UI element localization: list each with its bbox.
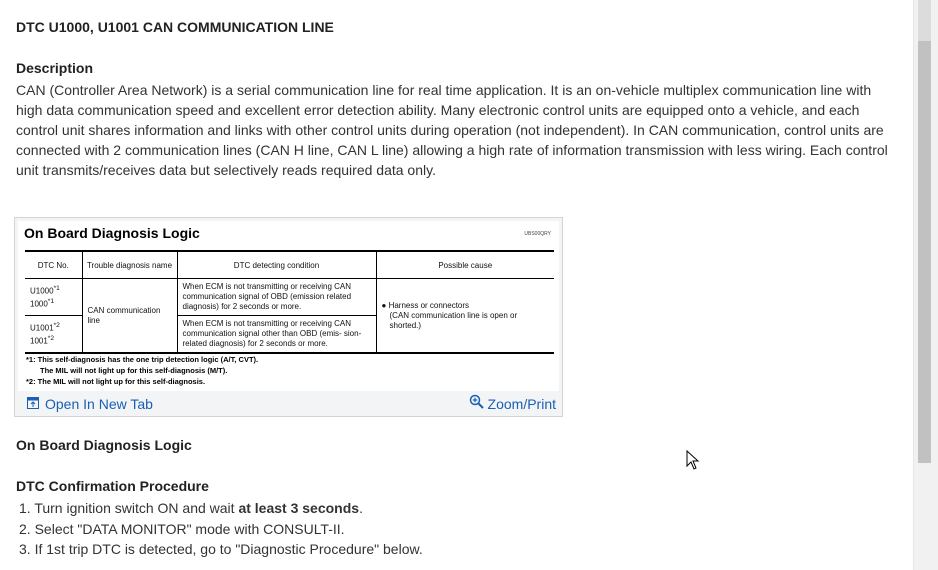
table-header-row	[25, 251, 554, 279]
figure-code: UBS00QRY	[524, 231, 551, 237]
zoom-print-link[interactable]: Zoom/Print	[469, 394, 556, 413]
list-item: 3. If 1st trip DTC is detected, go to "Diagnostic Procedure" below.	[19, 541, 423, 557]
trouble-name-cell: CAN communication line	[82, 279, 177, 354]
header-trouble-name: Trouble diagnosis name	[82, 251, 177, 279]
header-dtc-no: DTC No.	[25, 251, 82, 279]
figure-action-bar	[15, 392, 562, 416]
open-in-new-tab-link[interactable]: Open In New Tab	[27, 396, 153, 412]
procedure-steps	[16, 498, 423, 560]
scrollbar-thumb[interactable]	[918, 41, 931, 463]
page-title: DTC U1000, U1001 CAN COMMUNICATION LINE	[16, 19, 334, 35]
list-item: 2. Select "DATA MONITOR" mode with CONSULT-II.	[19, 520, 345, 537]
table-row	[25, 279, 554, 316]
header-cause: Possible cause	[376, 251, 554, 279]
dtc-cell-2: U1001$^{*2}$ 1001$^{*2}$	[25, 316, 82, 354]
confirmation-heading: DTC Confirmation Procedure	[16, 478, 209, 494]
condition-cell-1: When ECM is not transmitting or receiving CAN communication signal of OBD (emission related diagnosis) for 2 seconds or more.	[177, 279, 376, 316]
description-text: CAN (Controller Area Network) is a serial communication line for real time application. It is an on-vehicle multiplex communication line with high data communication speed and excellent error detection ability. Many electronic control units are equipped onto a vehicle, and each control unit shares information and links with other control units during operation (not independent). In CAN communication, control units are connected with 2 communication lines (CAN H line, CAN L line) allowing a high rate of information transmission with less wiring. Each control unit transmits/receives data but selectively reads required data only.	[16, 82, 888, 178]
dtc-cell-1: U1000$^{*1}$ 1000$^{*1}$	[25, 279, 82, 316]
condition-cell-2: When ECM is not transmitting or receiving CAN communication signal other than OBD (emis- sion-related diagnosis) for 2 seconds or more.	[177, 316, 376, 354]
diagnosis-table	[25, 250, 554, 354]
description-heading: Description	[16, 60, 94, 76]
figure-obd-logic	[14, 217, 563, 417]
magnifier-plus-icon	[469, 394, 485, 413]
open-in-new-tab-icon	[27, 396, 39, 412]
mouse-cursor-icon	[686, 450, 700, 475]
cause-cell: ● Harness or connectors (CAN communication line is open or shorted.)	[376, 279, 554, 354]
figure-image	[18, 221, 559, 391]
header-condition: DTC detecting condition	[177, 251, 376, 279]
list-item: 1. Turn ignition switch ON and wait at least 3 seconds.	[19, 500, 363, 516]
figure-title: On Board Diagnosis Logic	[24, 225, 200, 241]
obd-logic-heading: On Board Diagnosis Logic	[16, 437, 192, 453]
scrollbar-track-top	[918, 0, 931, 41]
figure-notes: *1: This self-diagnosis has the one trip detection logic (A/T, CVT). The MIL will not light up for this self-diagnosis (M/T). *2: The MIL will not light up for this self-diagnosis.	[26, 355, 259, 386]
vertical-scrollbar[interactable]	[913, 0, 938, 570]
